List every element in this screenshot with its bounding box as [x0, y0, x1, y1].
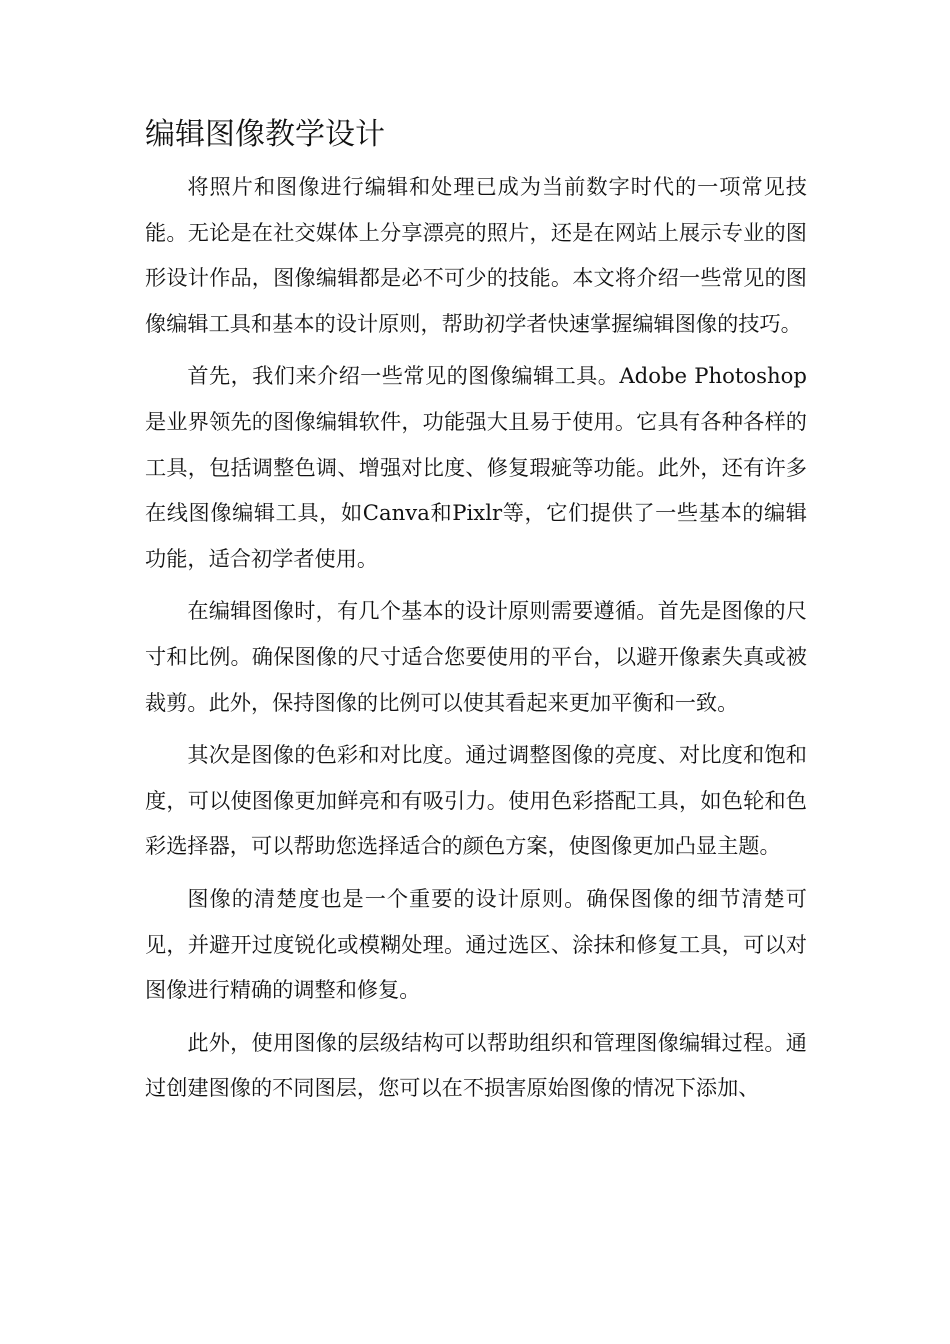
document-title: 编辑图像教学设计	[145, 117, 385, 152]
paragraph-intro: 将照片和图像进行编辑和处理已成为当前数字时代的一项常见技能。无论是在社交媒体上分享漂亮的照片，还是在网站上展示专业的图形设计作品，图像编辑都是必不可少的技能。本文将介绍一些常见的图像编辑工具和基本的设计原则，帮助初学者快速掌握编辑图像的技巧。	[145, 174, 807, 336]
paragraph-clarity: 图像的清楚度也是一个重要的设计原则。确保图像的细节清楚可见，并避开过度锐化或模糊处理。通过选区、涂抹和修复工具，可以对图像进行精确的调整和修复。	[145, 885, 807, 1003]
paragraph-size-ratio: 在编辑图像时，有几个基本的设计原则需要遵循。首先是图像的尺寸和比例。确保图像的尺寸适合您要使用的平台，以避开像素失真或被裁剪。此外，保持图像的比例可以使其看起来更加平衡和一致。	[145, 598, 807, 715]
paragraph-tools: 首先，我们来介绍一些常见的图像编辑工具。Adobe Photoshop是业界领先的图像编辑软件，功能强大且易于使用。它具有各种各样的工具，包括调整色调、增强对比度、修复瑕疵等功能。此外，还有许多在线图像编辑工具，如Canva和Pixlr等，它们提供了一些基本的编辑功能，适合初学者使用。	[145, 363, 807, 571]
document-body	[145, 164, 807, 1118]
paragraph-layers: 此外，使用图像的层级结构可以帮助组织和管理图像编辑过程。通过创建图像的不同图层，您可以在不损害原始图像的情况下添加、	[145, 1029, 807, 1101]
paragraph-color-contrast: 其次是图像的色彩和对比度。通过调整图像的亮度、对比度和饱和度，可以使图像更加鲜亮和有吸引力。使用色彩搭配工具，如色轮和色彩选择器，可以帮助您选择适合的颜色方案，使图像更加凸显主题。	[145, 742, 807, 859]
